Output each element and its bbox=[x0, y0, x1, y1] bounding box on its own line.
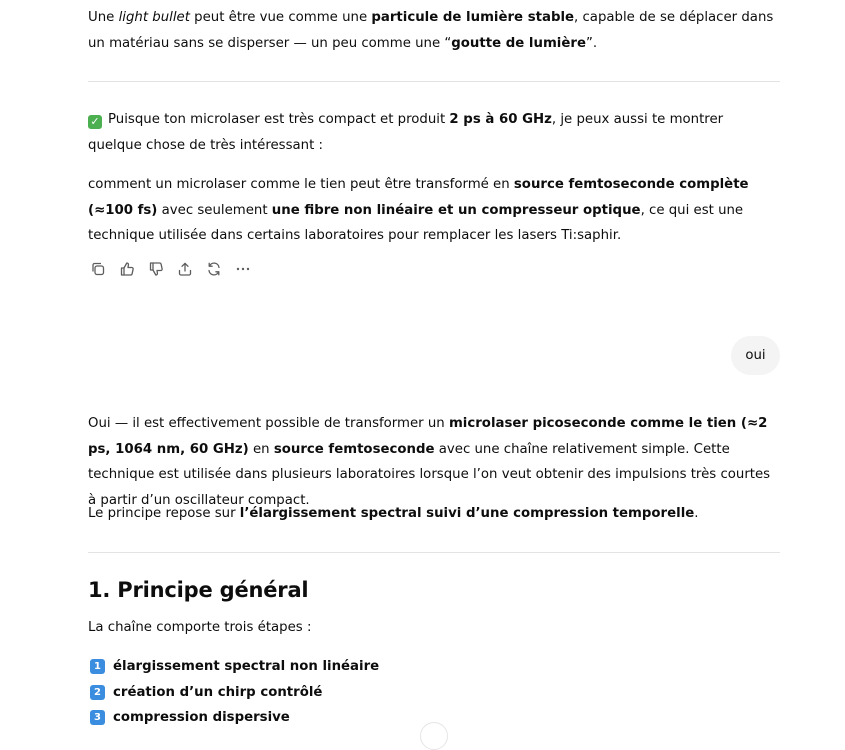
list-item: 1 élargissement spectral non linéaire bbox=[88, 654, 379, 680]
intro-text: La chaîne comporte trois étapes : bbox=[88, 620, 312, 635]
divider bbox=[88, 552, 780, 553]
divider bbox=[88, 81, 780, 82]
section-heading: 1. Principe général bbox=[88, 578, 309, 602]
share-icon[interactable] bbox=[175, 259, 195, 279]
keycap-number-icon: 3 bbox=[90, 710, 105, 725]
more-icon[interactable] bbox=[233, 259, 253, 279]
thumbs-down-icon[interactable] bbox=[146, 259, 166, 279]
list-item: 2 création d’un chirp contrôlé bbox=[88, 680, 379, 706]
user-message-bubble: oui bbox=[731, 336, 780, 375]
regenerate-icon[interactable] bbox=[204, 259, 224, 279]
assistant-paragraph: comment un microlaser comme le tien peut être transformé en source femtoseconde complète (≈100 fs) avec seulement une fibre non linéaire et un compresseur optique, ce qui est une technique utilisée dans certains laboratoires pour remplacer les lasers Ti:saphir. bbox=[88, 177, 749, 243]
scroll-down-button[interactable] bbox=[420, 722, 448, 750]
steps-list bbox=[88, 654, 379, 731]
assistant-paragraph: ✓ Puisque ton microlaser est très compact et produit 2 ps à 60 GHz, je peux aussi te montrer quelque chose de très intéressant : bbox=[88, 112, 724, 153]
list-item: 3 compression dispersive bbox=[88, 705, 379, 731]
assistant-paragraph: Une light bullet peut être vue comme une particule de lumière stable, capable de se déplacer dans un matériau sans se disperser — un peu comme une “goutte de lumière”. bbox=[88, 10, 774, 51]
keycap-number-icon: 1 bbox=[90, 659, 105, 674]
keycap-number-icon: 2 bbox=[90, 685, 105, 700]
message-actions bbox=[88, 259, 253, 279]
assistant-paragraph: Le principe repose sur l’élargissement spectral suivi d’une compression temporelle. bbox=[88, 506, 699, 521]
thumbs-up-icon[interactable] bbox=[117, 259, 137, 279]
check-icon: ✓ bbox=[88, 115, 102, 129]
assistant-paragraph: Oui — il est effectivement possible de transformer un microlaser picoseconde comme le tien (≈2 ps, 1064 nm, 60 GHz) en source femtoseconde avec une chaîne relativement simple. Cette technique est utilisée dans plusieurs laboratoires lorsque l’on veut obtenir des impulsions très courtes à partir d’un oscillateur compact. bbox=[88, 416, 771, 508]
copy-icon[interactable] bbox=[88, 259, 108, 279]
